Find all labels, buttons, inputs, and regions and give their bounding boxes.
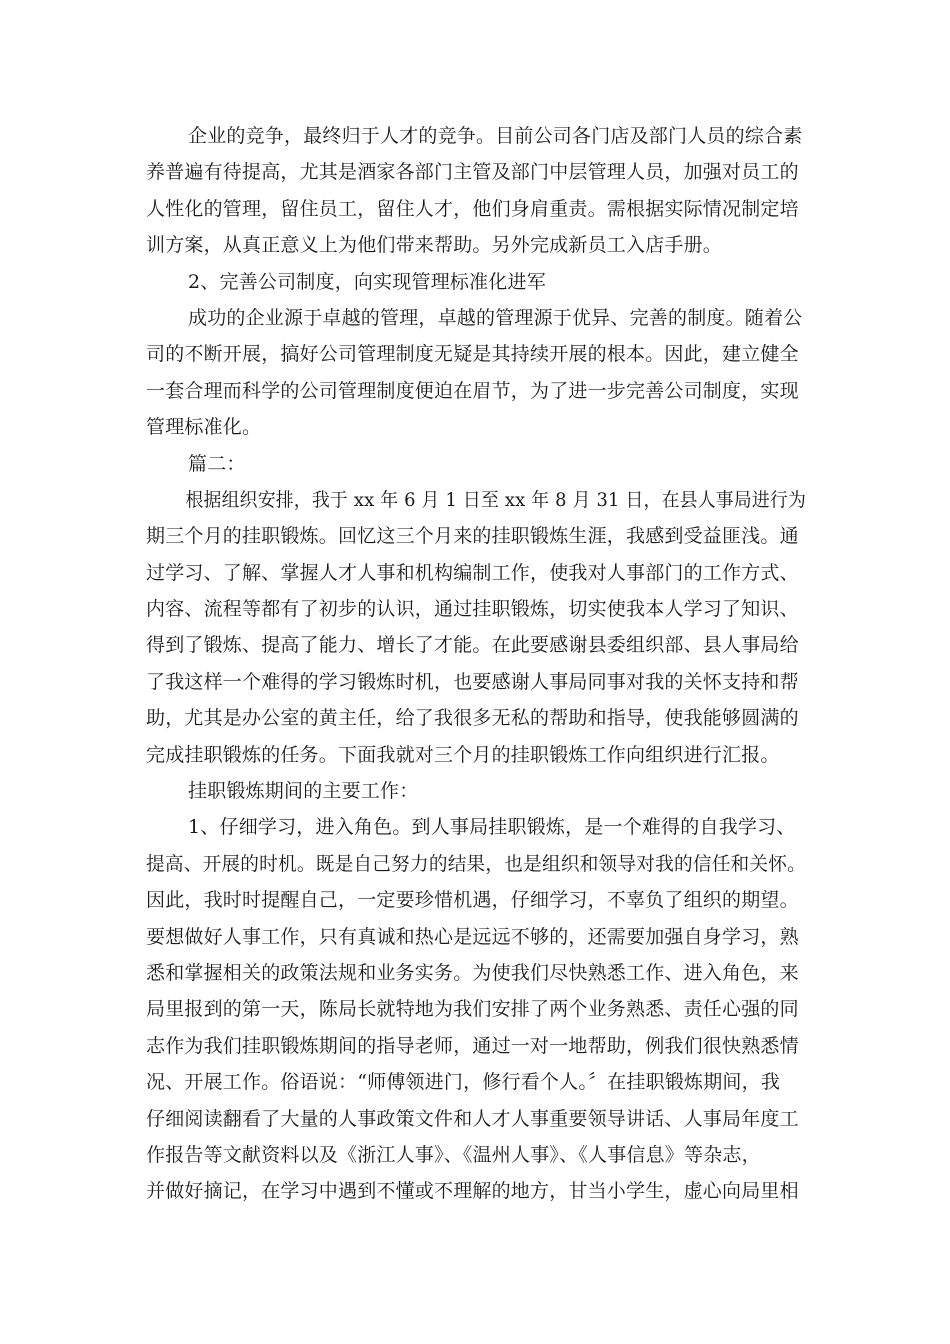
text-line: 提高、开展的时机。既是自己努力的结果，也是组织和领导对我的信任和关怀。 (146, 852, 806, 875)
text-line: 了我这样一个难得的学习锻炼时机，也要感谢人事局同事对我的关怀支持和帮 (146, 670, 799, 693)
text-line: 并做好摘记，在学习中遇到不懂或不理解的地方，甘当小学生，虚心向局里相 (146, 1180, 799, 1203)
text-line: 悉和掌握相关的政策法规和业务实务。为使我们尽快熟悉工作、进入角色，来 (146, 961, 799, 984)
text-line: 局里报到的第一天，陈局长就特地为我们安排了两个业务熟悉、责任心强的同 (146, 998, 799, 1021)
text-line: 仔细阅读翻看了大量的人事政策文件和人才人事重要领导讲话、人事局年度工 (146, 1107, 799, 1130)
text-line: 一套合理而科学的公司管理制度便迫在眉节，为了进一步完善公司制度，实现 (146, 379, 799, 402)
text-line: 过学习、了解、掌握人才人事和机构编制工作，使我对人事部门的工作方式、 (146, 561, 799, 584)
text-line: 况、开展工作。俗语说：“师傅领进门，修行看个人。〞在挂职锻炼期间，我 (146, 1071, 781, 1094)
text-line: 志作为我们挂职锻炼期间的指导老师，通过一对一地帮助，例我们很快熟悉情 (146, 1034, 799, 1057)
text-line: 管理标准化。 (146, 416, 262, 439)
text-line: 因此，我时时提醒自己，一定要珍惜机遇，仔细学习，不辜负了组织的期望。 (146, 889, 799, 912)
text-line: 要想做好人事工作，只有真诚和热心是远远不够的，还需要加强自身学习，熟 (146, 925, 799, 948)
text-line: 挂职锻炼期间的主要工作： (188, 780, 419, 803)
text-line: 人性化的管理，留住员工，留住人才，他们身肩重责。需根据实际情况制定培 (146, 197, 799, 220)
text-line: 成功的企业源于卓越的管理，卓越的管理源于优异、完善的制度。随着公 (188, 306, 803, 329)
text-line: 得到了锻炼、提高了能力、增长了才能。在此要感谢县委组织部、县人事局给 (146, 634, 799, 657)
text-line: 篇二： (188, 452, 246, 475)
text-line: 养普遍有待提高，尤其是酒家各部门主管及部门中层管理人员，加强对员工的 (146, 161, 799, 184)
text-line: 企业的竞争，最终归于人才的竞争。目前公司各门店及部门人员的综合素 (188, 125, 803, 147)
text-line: 司的不断开展，搞好公司管理制度无疑是其持续开展的根本。因此，建立健全 (146, 343, 799, 366)
text-line: 根据组织安排，我于 xx 年 6 月 1 日至 xx 年 8 月 31 日，在县人事局进行为 (185, 488, 807, 511)
text-line: 完成挂职锻炼的任务。下面我就对三个月的挂职锻炼工作向组织进行汇报。 (146, 743, 780, 766)
text-line: 助，尤其是办公室的黄主任，给了我很多无私的帮助和指导，使我能够圆满的 (146, 707, 799, 730)
document-body (146, 118, 806, 1210)
text-line: 作报告等文献资料以及《浙江人事》、《温州人事》、《人事信息》等杂志， (146, 1143, 761, 1166)
text-line: 期三个月的挂职锻炼。回忆这三个月来的挂职锻炼生涯，我感到受益匪浅。通 (146, 525, 799, 548)
text-line: 2、完善公司制度，向实现管理标准化进军 (188, 270, 546, 293)
text-line: 训方案，从真正意义上为他们带来帮助。另外完成新员工入店手册。 (146, 234, 723, 257)
text-line: 1、仔细学习，进入角色。到人事局挂职锻炼，是一个难得的自我学习、 (188, 816, 796, 839)
text-line: 内容、流程等都有了初步的认识，通过挂职锻炼，切实使我本人学习了知识、 (146, 598, 799, 621)
